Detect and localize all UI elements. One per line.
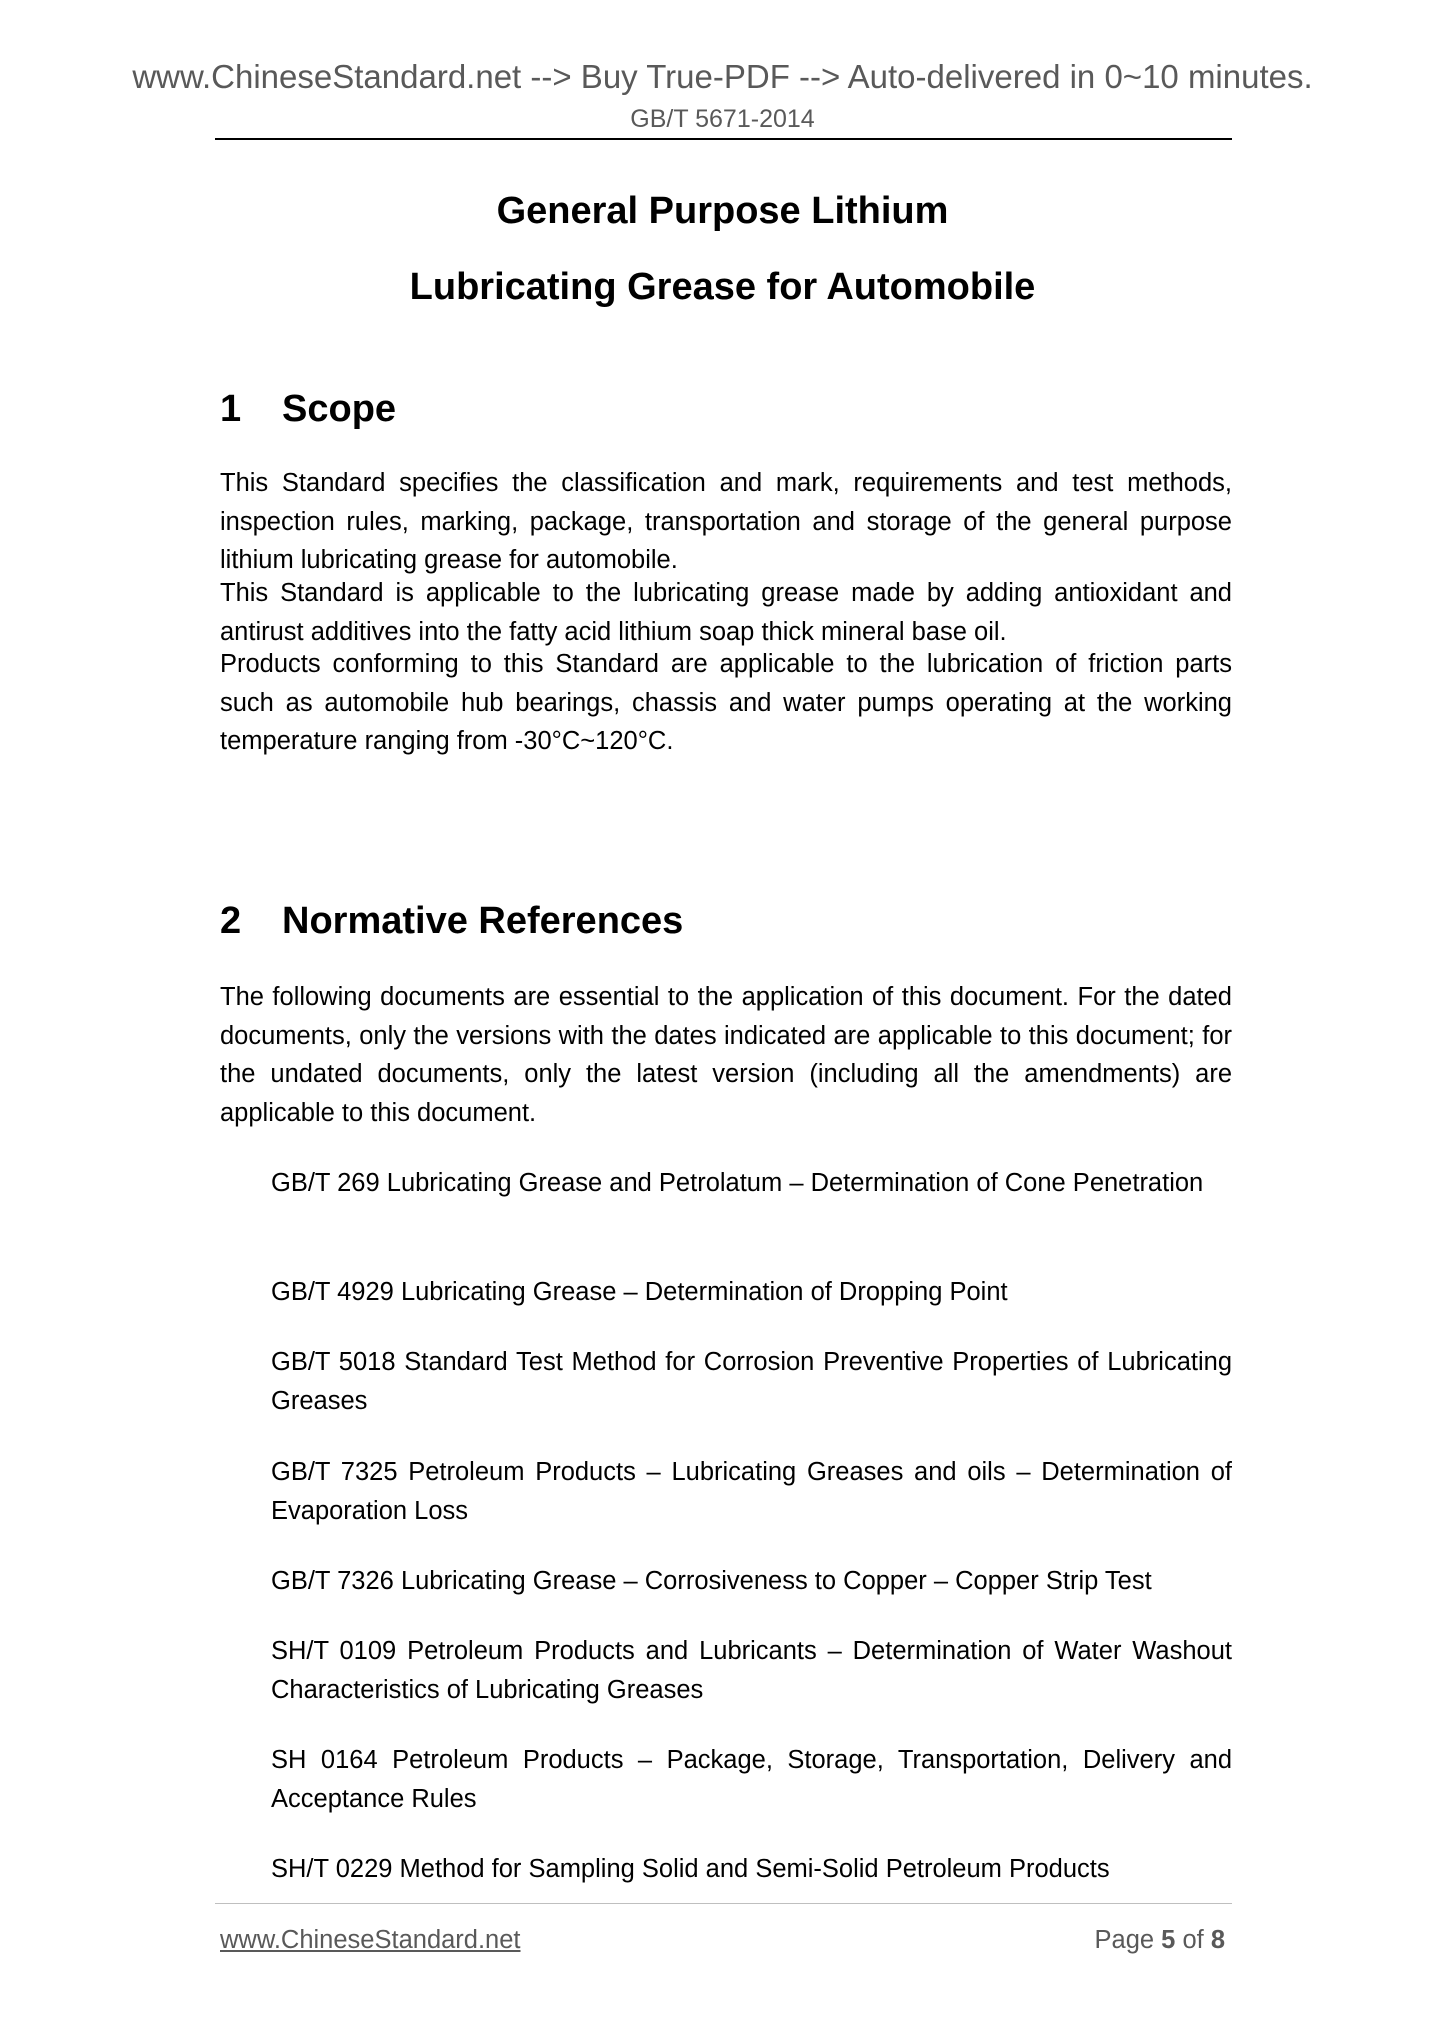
header-divider [215, 138, 1232, 140]
current-page-number: 5 [1161, 1926, 1176, 1954]
references-intro-paragraph: The following documents are essential to the application of this document. For the dated documents, only the versions with the dates indicated are applicable to this document; for the undated documents, only the latest version (including all the amendments) are applicable to this document. [220, 983, 1232, 1127]
header-banner: www.ChineseStandard.net --> Buy True-PDF --> Auto-delivered in 0~10 minutes. [132, 58, 1313, 95]
reference-item: GB/T 5018 Standard Test Method for Corrosion Preventive Properties of Lubricating Greases [271, 1348, 1232, 1415]
standard-number: GB/T 5671-2014 [630, 105, 815, 133]
reference-item: GB/T 7326 Lubricating Grease – Corrosiveness to Copper – Copper Strip Test [271, 1567, 1152, 1595]
reference-item: SH/T 0229 Method for Sampling Solid and Semi-Solid Petroleum Products [271, 1855, 1110, 1883]
section-heading-normative-references [220, 900, 683, 943]
reference-item: GB/T 269 Lubricating Grease and Petrolatum – Determination of Cone Penetration [271, 1169, 1204, 1197]
total-pages-number: 8 [1210, 1926, 1225, 1954]
page-indicator [1095, 1926, 1226, 1955]
footer-divider [215, 1903, 1232, 1904]
reference-item: SH 0164 Petroleum Products – Package, Storage, Transportation, Delivery and Acceptance Rules [271, 1746, 1232, 1813]
reference-item: GB/T 4929 Lubricating Grease – Determination of Dropping Point [271, 1278, 1008, 1306]
section-number: 1 [220, 388, 242, 430]
section-title: Scope [282, 388, 397, 430]
scope-paragraph: Products conforming to this Standard are applicable to the lubrication of friction parts such as automobile hub bearings, chassis and water pumps operating at the working temperature ranging from -30°C~120°C. [220, 650, 1232, 755]
scope-paragraph: This Standard specifies the classification and mark, requirements and test methods, inspection rules, marking, package, transportation and storage of the general purpose lithium lubricating grease for automobile. [220, 469, 1232, 574]
scope-paragraph: This Standard is applicable to the lubricating grease made by adding antioxidant and antirust additives into the fatty acid lithium soap thick mineral base oil. [220, 579, 1232, 646]
title-line-1: General Purpose Lithium [496, 190, 949, 232]
section-title: Normative References [282, 900, 684, 942]
reference-item: GB/T 7325 Petroleum Products – Lubricating Greases and oils – Determination of Evaporation Loss [271, 1458, 1232, 1525]
section-number: 2 [220, 900, 242, 942]
reference-item: SH/T 0109 Petroleum Products and Lubricants – Determination of Water Washout Characteristics of Lubricating Greases [271, 1637, 1232, 1704]
footer-website-link[interactable]: www.ChineseStandard.net [220, 1926, 521, 1954]
page-label: Page [1094, 1926, 1155, 1954]
page-of-label: of [1182, 1926, 1204, 1954]
section-heading-scope [220, 388, 396, 431]
title-line-2: Lubricating Grease for Automobile [409, 266, 1036, 308]
